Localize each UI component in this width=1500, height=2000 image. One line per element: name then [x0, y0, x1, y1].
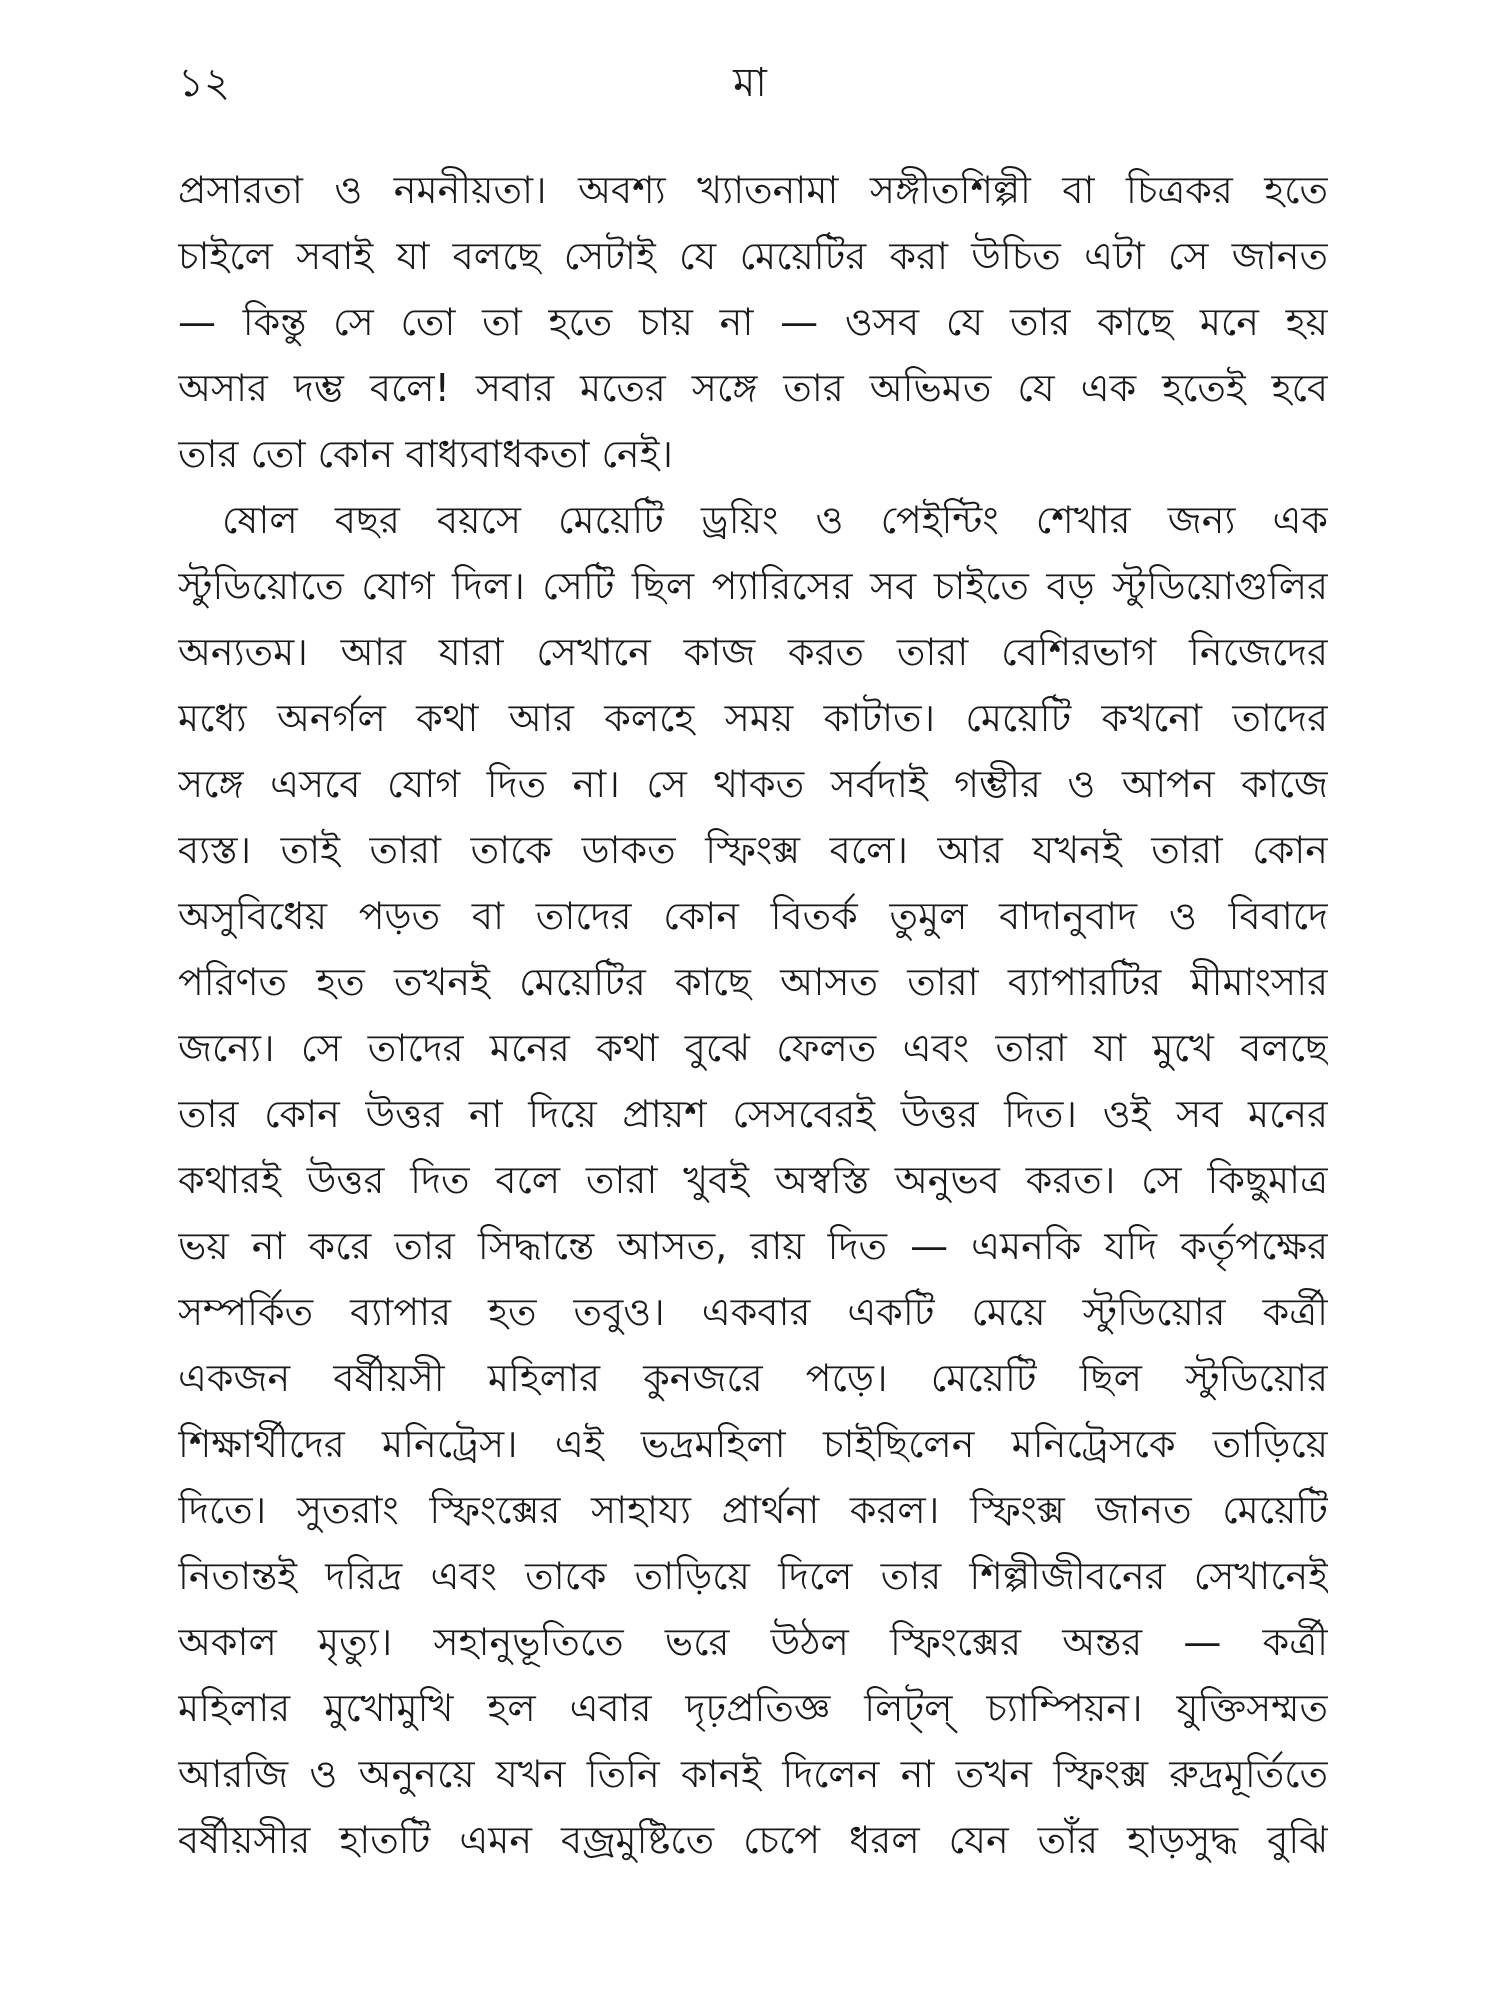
text-line: চাইলে সবাই যা বলছে সেটাই যে মেয়েটির করা উচিত এটা সে জানত	[178, 234, 1328, 278]
text-line: অসুবিধেয় পড়ত বা তাদের কোন বিতর্ক তুমুল বাদানুবাদ ও বিবাদে	[178, 894, 1328, 938]
text-line: অন্যতম। আর যারা সেখানে কাজ করত তারা বেশিরভাগ নিজেদের	[178, 630, 1328, 674]
text-line: আরজি ও অনুনয়ে যখন তিনি কানই দিলেন না তখন স্ফিংক্স রুদ্রমূর্তিতে	[178, 1752, 1328, 1796]
text-line: সম্পর্কিত ব্যাপার হত তবুও। একবার একটি মেয়ে স্টুডিয়োর কর্ত্রী	[178, 1290, 1328, 1334]
text-line: শিক্ষার্থীদের মনিট্রেস। এই ভদ্রমহিলা চাইছিলেন মনিট্রেসকে তাড়িয়ে	[178, 1422, 1328, 1466]
text-line: বর্ষীয়সীর হাতটি এমন বজ্রমুষ্টিতে চেপে ধরল যেন তাঁর হাড়সুদ্ধ বুঝি	[178, 1818, 1328, 1862]
text-line: — কিন্তু সে তো তা হতে চায় না — ওসব যে তার কাছে মনে হয়	[178, 300, 1328, 344]
text-line: অসার দম্ভ বলে! সবার মতের সঙ্গে তার অভিমত যে এক হতেই হবে	[178, 366, 1328, 410]
text-line: ব্যস্ত। তাই তারা তাকে ডাকত স্ফিংক্স বলে। আর যখনই তারা কোন	[178, 828, 1328, 872]
body-text	[178, 157, 1328, 1873]
text-line: অকাল মৃত্যু। সহানুভূতিতে ভরে উঠল স্ফিংক্সের অন্তর — কর্ত্রী	[178, 1620, 1328, 1664]
text-line: স্টুডিয়োতে যোগ দিল। সেটি ছিল প্যারিসের সব চাইতে বড় স্টুডিয়োগুলির	[178, 564, 1328, 608]
text-line: কথারই উত্তর দিত বলে তারা খুবই অস্বস্তি অনুভব করত। সে কিছুমাত্র	[178, 1158, 1328, 1202]
page-number: ১২	[178, 60, 230, 106]
text-line: মহিলার মুখোমুখি হল এবার দৃঢ়প্রতিজ্ঞ লিট্‌ল্ চ্যাম্পিয়ন। যুক্তিসম্মত	[178, 1686, 1328, 1730]
book-title: মা	[733, 60, 767, 106]
paragraph-start-line: ষোল বছর বয়সে মেয়েটি ড্রয়িং ও পেইন্টিং শেখার জন্য এক	[222, 498, 1328, 542]
text-line: প্রসারতা ও নমনীয়তা। অবশ্য খ্যাতনামা সঙ্গীতশিল্পী বা চিত্রকর হতে	[178, 168, 1328, 212]
text-line: সঙ্গে এসবে যোগ দিত না। সে থাকত সর্বদাই গম্ভীর ও আপন কাজে	[178, 762, 1328, 806]
paragraph-end-line: তার তো কোন বাধ্যবাধকতা নেই।	[178, 432, 673, 476]
text-line: একজন বর্ষীয়সী মহিলার কুনজরে পড়ে। মেয়েটি ছিল স্টুডিয়োর	[178, 1356, 1328, 1400]
text-line: নিতান্তই দরিদ্র এবং তাকে তাড়িয়ে দিলে তার শিল্পীজীবনের সেখানেই	[178, 1554, 1328, 1598]
running-header	[0, 48, 1500, 118]
text-line: জন্যে। সে তাদের মনের কথা বুঝে ফেলত এবং তারা যা মুখে বলছে	[178, 1026, 1328, 1070]
text-line: মধ্যে অনর্গল কথা আর কলহে সময় কাটাত। মেয়েটি কখনো তাদের	[178, 696, 1328, 740]
text-line: পরিণত হত তখনই মেয়েটির কাছে আসত তারা ব্যাপারটির মীমাংসার	[178, 960, 1328, 1004]
text-line: ভয় না করে তার সিদ্ধান্তে আসত, রায় দিত — এমনকি যদি কর্তৃপক্ষের	[178, 1224, 1328, 1268]
text-line: দিতে। সুতরাং স্ফিংক্সের সাহায্য প্রার্থনা করল। স্ফিংক্স জানত মেয়েটি	[178, 1488, 1328, 1532]
text-line: তার কোন উত্তর না দিয়ে প্রায়শ সেসবেরই উত্তর দিত। ওই সব মনের	[178, 1092, 1328, 1136]
